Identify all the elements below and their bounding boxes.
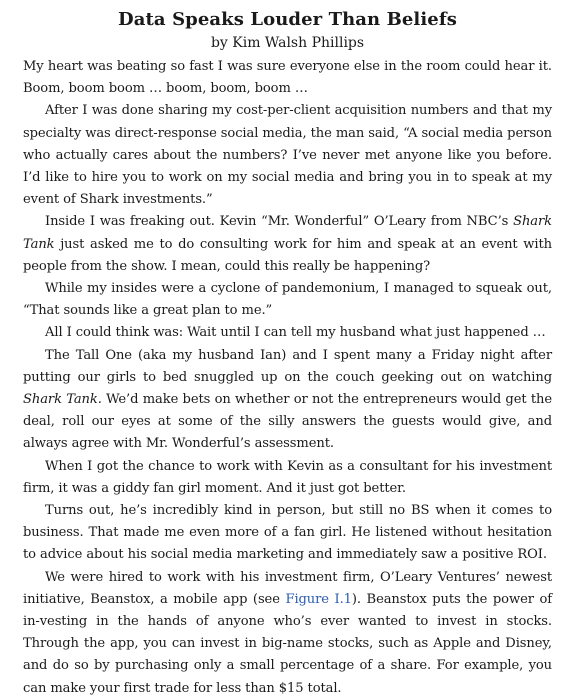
article-title: Data Speaks Louder Than Beliefs xyxy=(118,9,457,30)
paragraph-7 xyxy=(23,456,552,500)
paragraph-text: We were hired to work with his investment firm, O’Leary Ventures’ newest initiative, Beanstox, a mobile app (see xyxy=(23,569,552,607)
paragraph-9 xyxy=(23,567,552,700)
paragraph-5 xyxy=(23,322,552,344)
figure-reference-link[interactable]: Figure I.1 xyxy=(285,591,352,607)
paragraph-text: The Tall One (aka my husband Ian) and I spent many a Friday night after putting our girls to bed snuggled up on the couch geeking out on watching xyxy=(23,347,552,385)
paragraph-6 xyxy=(23,345,552,456)
paragraph-text: After I was done sharing my cost-per-client acquisition numbers and that my specialty was direct-response social media, the man said, “A social media person who actually cares about the numbers? I’ve never met anyone like you before. I’d like to hire you to work on my social media and bring you in to speak at my event of Shark investments.” xyxy=(23,103,552,208)
paragraph-1 xyxy=(23,56,552,100)
paragraph-text: just asked me to do consulting work for him and speak at an event with people from the show. I mean, could this really be happening? xyxy=(23,236,552,274)
paragraph-text: All I could think was: Wait until I can tell my husband what just happened … xyxy=(45,325,546,341)
paragraph-4 xyxy=(23,278,552,322)
paragraph-text: My heart was beating so fast I was sure everyone else in the room could hear it. Boom, boom boom … boom, boom, boom … xyxy=(23,59,552,97)
paragraph-text: Inside I was freaking out. Kevin “Mr. Wonderful” O’Leary from NBC’s xyxy=(45,214,514,230)
paragraph-text: When I got the chance to work with Kevin as a consultant for his investment firm, it was a giddy fan girl moment. And it just got better. xyxy=(23,458,552,496)
byline: by Kim Walsh Phillips xyxy=(210,35,365,51)
paragraph-text: We’d make bets on whether or not the entrepreneurs would get the deal, roll our eyes at some of the silly answers the guests would give, and always agree with Mr. Wonderful’s assessment. xyxy=(23,392,552,452)
show-title-italic: Shark Tank. xyxy=(23,392,102,408)
paragraph-text: Turns out, he’s incredibly kind in person, but still no BS when it comes to business. That made me even more of a fan girl. He listened without hesitation to advice about his social media marketing and immediately saw a positive ROI. xyxy=(23,503,552,563)
show-title-italic: Shark Tank xyxy=(23,214,552,252)
paragraph-2 xyxy=(23,100,552,211)
paragraph-3 xyxy=(23,211,552,278)
paragraph-text: While my insides were a cyclone of pandemonium, I managed to squeak out, “That sounds like a great plan to me.” xyxy=(23,281,552,319)
paragraph-8 xyxy=(23,500,552,567)
paragraph-text: ). Beanstox puts the power of in-vesting in the hands of anyone who’s ever wanted to invest in stocks. Through the app, you can invest in big-name stocks, such as Apple and Disney, and do so by purchasing only a small percentage of a share. For example, you can make your first trade for less than $15 total. xyxy=(23,591,552,696)
